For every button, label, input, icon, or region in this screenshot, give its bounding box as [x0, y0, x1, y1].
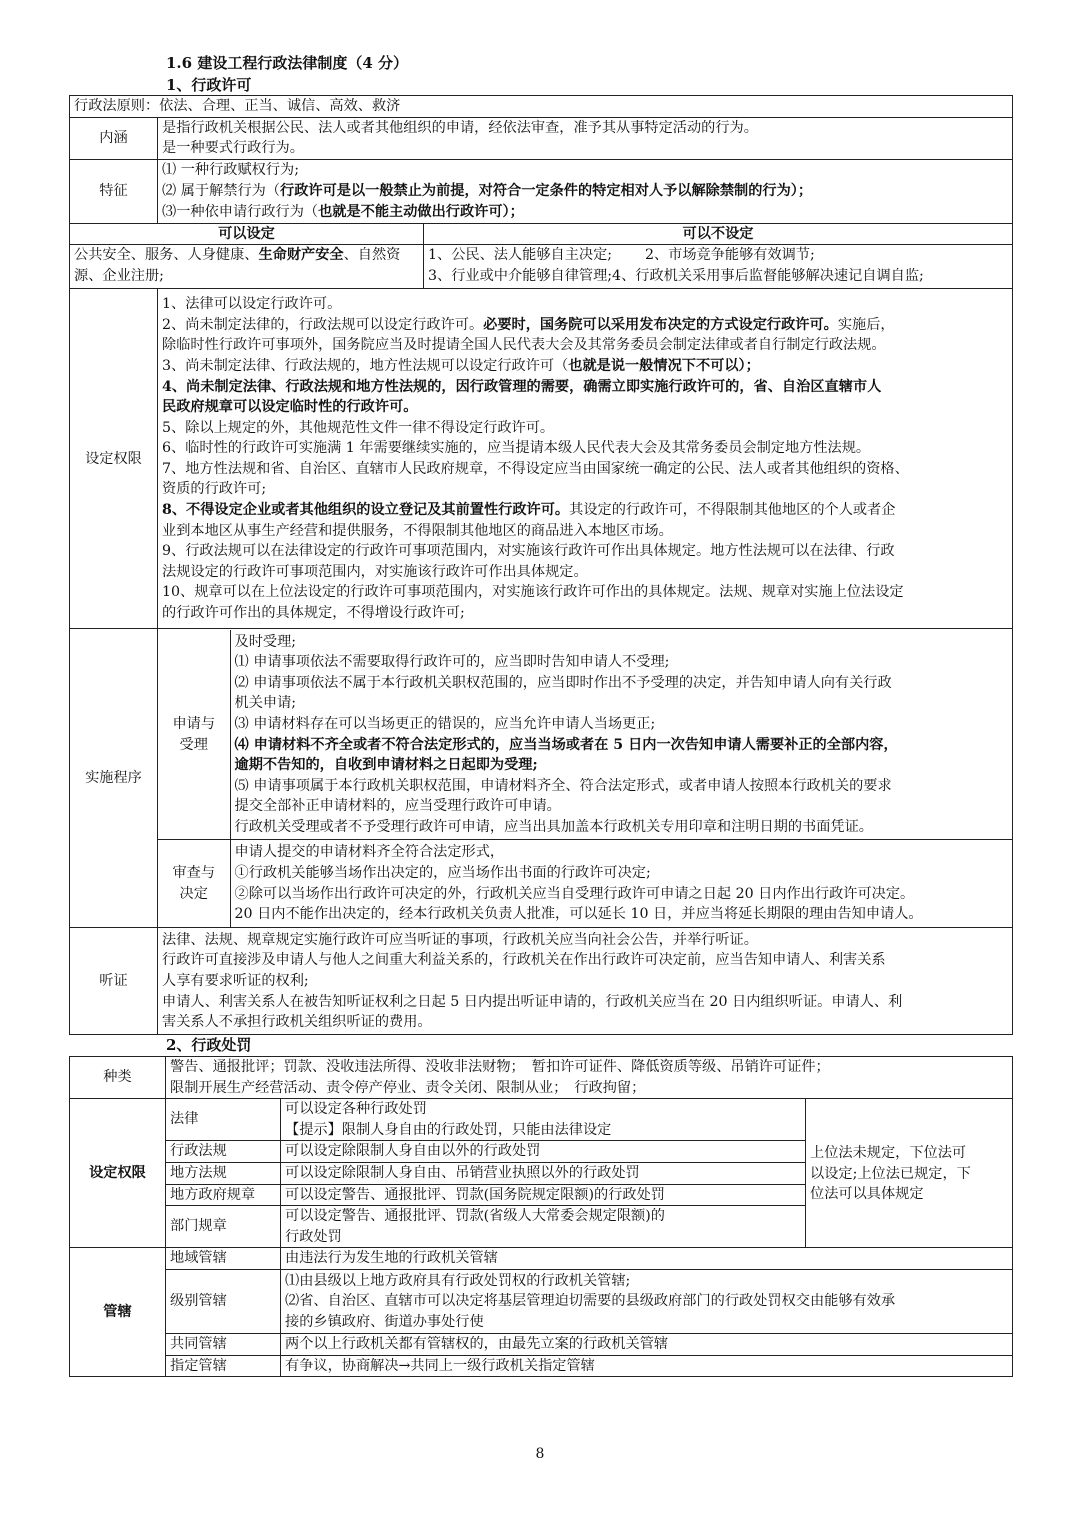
jurisdiction-designated-text: 有争议，协商解决→共同上一级行政机关指定管辖	[281, 1355, 1013, 1377]
hearing-label: 听证	[70, 928, 158, 1035]
apply-text: 及时受理; ⑴ 申请事项依法不需要取得行政许可的，应当即时告知申请人不受理; ⑵ 申请事项依法不属于本行政机关职权范围的，应当即时作出不予受理的决定，并告知申请人向有关行政 机关申请; ⑶ 申请材料存在可以当场更正的错误的，应当允许申请人当场更正; ⑷ 申请材料不齐全或者不符合法定形式的，应当当场或者在 5 日内一次告知申请人需要补正的全部内容， 逾期不告知的，自收到申请材料之日起即为受理; ⑸ 申请事项属于本行政机关职权范围，申请材料齐全、符合法定形式，或者申请人按照本行政机关的要求 提交全部补正申请材料的，应当受理行政许可申请。 行政机关受理或者不予受理行政许可申请，应当出具加盖本行政机关专用印章和注明日期的书面凭证。	[230, 630, 1012, 840]
cannot-set-text: 1、公民、法人能够自主决定; 2、市场竞争能够有效调节; 3、行业或中介能够自律管理;4、行政机关采用事后监督能够解决速记自调自监;	[424, 245, 1013, 289]
authority-row-law-text: 可以设定各种行政处罚 【提示】限制人身自由的行政处罚，只能由法律设定	[281, 1099, 806, 1141]
penalty-title: 2、行政处罚	[166, 1036, 252, 1054]
jurisdiction-joint: 共同管辖	[166, 1333, 281, 1355]
apply-label: 申请与 受理	[158, 630, 230, 840]
jurisdiction-designated: 指定管辖	[166, 1355, 281, 1377]
authority-text: 1、法律可以设定行政许可。 2、尚未制定法律的，行政法规可以设定行政许可。必要时，国务院可以采用发布决定的方式设定行政许可。实施后， 除临时性行政许可事项外，国务院应当及时提请全国人民代表大会及其常务委员会制定法律或者自行制定行政法规。 3、尚未制定法律、行政法规的，地方性法规可以设定行政许可（也就是说一般情况下不可以）； 4、尚未制定法律、行政法规和地方性法规的，因行政管理的需要，确需立即实施行政许可的，省、自治区直辖市人 民政府规章可以设定临时性的行政许可。 5、除以上规定的外，其他规范性文件一律不得设定行政许可。 6、临时性的行政许可实施满 1 年需要继续实施的，应当提请本级人民代表大会及其常务委员会制定地方性法规。 7、地方性法规和省、自治区、直辖市人民政府规章，不得设定应当由国家统一确定的公民、法人或者其他组织的资格、 资质的行政许可; 8、不得设定企业或者其他组织的设立登记及其前置性行政许可。其设定的行政许可，不得限制其他地区的个人或者企 业到本地区从事生产经营和提供服务，不得限制其他地区的商品进入本地区市场。 9、行政法规可以在法律设定的行政许可事项范围内，对实施该行政许可作出具体规定。地方性法规可以在法律、行政 法规设定的行政许可事项范围内，对实施该行政许可作出具体规定。 10、规章可以在上位法设定的行政许可事项范围内，对实施该行政许可作出的具体规定。法规、规章对实施上位法设定 的行政许可作出的具体规定，不得增设行政许可;	[158, 289, 1013, 629]
hearing-text: 法律、法规、规章规定实施行政许可应当听证的事项，行政机关应当向社会公告，并举行听证。 行政许可直接涉及申请人与他人之间重大利益关系的，行政机关在作出行政许可决定前，应当告知申请人、利害关系 人享有要求听证的权利; 申请人、利害关系人在被告知听证权利之日起 5 日内提出听证申请的，行政机关应当在 20 日内组织听证。申请人、利 害关系人不承担行政机关组织听证的费用。	[158, 928, 1013, 1035]
authority-row-dept-text: 可以设定警告、通报批评、罚款(省级人大常委会规定限额)的 行政处罚	[281, 1206, 806, 1248]
jurisdiction-level: 级别管辖	[166, 1269, 281, 1333]
jurisdiction-territorial-text: 由违法行为发生地的行政机关管辖	[281, 1248, 1013, 1270]
jurisdiction-level-text: ⑴由县级以上地方政府具有行政处罚权的行政机关管辖; ⑵省、自治区、直辖市可以决定将基层管理迫切需要的县级政府部门的行政处罚权交由能够有效承 接的乡镇政府、街道办事处行使	[281, 1269, 1013, 1333]
types-text: 警告、通报批评；罚款、没收违法所得、没收非法财物； 暂扣许可证件、降低资质等级、吊销许可证件； 限制开展生产经营活动、责令停产停业、责令关闭、限制从业； 行政拘留；	[166, 1057, 1013, 1099]
review-text: 申请人提交的申请材料齐全符合法定形式， ①行政机关能够当场作出决定的，应当场作出书面的行政许可决定; ②除可以当场作出行政许可决定的外，行政机关应当自受理行政许可申请之日起 20 日内作出行政许可决定。 20 日内不能作出决定的，经本行政机关负责人批准，可以延长 10 日，并应当将延长期限的理由告知申请人。	[230, 840, 1012, 927]
licensing-title: 1、行政许可	[166, 76, 252, 94]
meaning-label: 内涵	[70, 117, 158, 159]
cannot-set-header: 可以不设定	[424, 223, 1013, 245]
authority-label: 设定权限	[70, 289, 158, 629]
jurisdiction-territorial: 地域管辖	[166, 1248, 281, 1270]
principles-row: 行政法原则：依法、合理、正当、诚信、高效、救济	[70, 96, 1013, 118]
procedure-cell	[158, 629, 1013, 928]
jurisdiction-label: 管辖	[70, 1248, 166, 1377]
authority-note: 上位法未规定，下位法可 以设定;上位法已规定，下 位法可以具体规定	[806, 1099, 1013, 1248]
procedure-label: 实施程序	[70, 629, 158, 928]
authority-row-local-reg-text: 可以设定除限制人身自由、吊销营业执照以外的行政处罚	[281, 1162, 806, 1184]
authority-row-local-gov-text: 可以设定警告、通报批评、罚款(国务院规定限额)的行政处罚	[281, 1184, 806, 1206]
authority-row-admin-reg: 行政法规	[166, 1141, 281, 1163]
page-number: 8	[535, 1446, 545, 1462]
licensing-table	[69, 95, 1013, 1035]
meaning-text: 是指行政机关根据公民、法人或者其他组织的申请，经依法审查，准予其从事特定活动的行为。 是一种要式行政行为。	[158, 117, 1013, 159]
procedure-table	[158, 630, 1012, 927]
section-title: 1.6 建设工程行政法律制度（4 分）	[166, 54, 408, 72]
authority-row-local-reg: 地方法规	[166, 1162, 281, 1184]
can-set-header: 可以设定	[70, 223, 424, 245]
review-label: 审查与 决定	[158, 840, 230, 927]
penalty-table	[69, 1056, 1013, 1377]
authority-row-admin-reg-text: 可以设定除限制人身自由以外的行政处罚	[281, 1141, 806, 1163]
authority-row-law: 法律	[166, 1099, 281, 1141]
jurisdiction-joint-text: 两个以上行政机关都有管辖权的，由最先立案的行政机关管辖	[281, 1333, 1013, 1355]
features-label: 特征	[70, 159, 158, 223]
can-set-text: 公共安全、服务、人身健康、生命财产安全、自然资源、企业注册;	[70, 245, 424, 289]
features-text: ⑴ 一种行政赋权行为; ⑵ 属于解禁行为（行政许可是以一般禁止为前提，对符合一定条件的特定相对人予以解除禁制的行为）； ⑶一种依申请行政行为（也就是不能主动做出行政许可）；	[158, 159, 1013, 223]
penalty-authority-label: 设定权限	[70, 1099, 166, 1248]
types-label: 种类	[70, 1057, 166, 1099]
authority-row-local-gov: 地方政府规章	[166, 1184, 281, 1206]
authority-row-dept: 部门规章	[166, 1206, 281, 1248]
